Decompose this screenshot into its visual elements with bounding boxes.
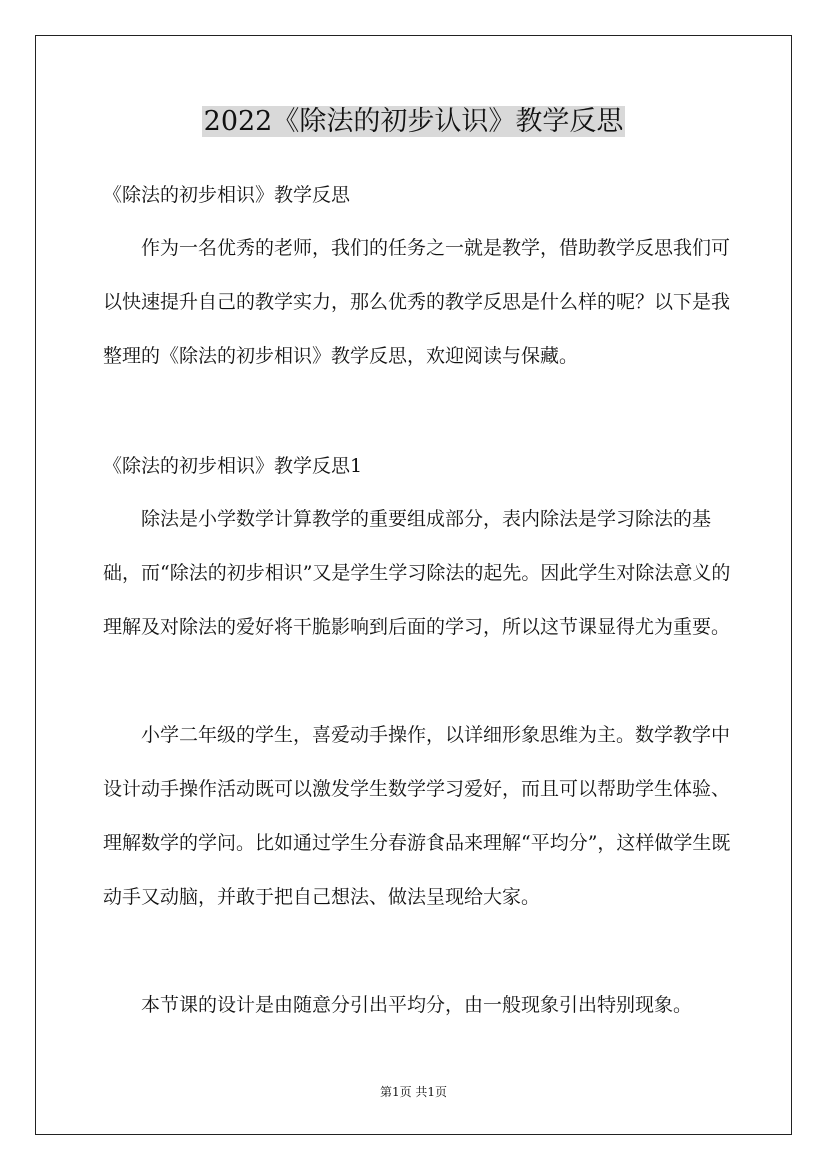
section-heading-1: 《除法的初步相识》教学反思1 [103, 455, 363, 477]
document-title [0, 100, 827, 144]
body-paragraph-3: 本节课的设计是由随意分引出平均分，由一般现象引出特别现象。 [141, 994, 693, 1016]
title-highlight: 2022《除法的初步认识》教学反思 [203, 106, 624, 137]
intro-paragraph: 作为一名优秀的老师，我们的任务之一就是教学，借助教学反思我们可以快速提升自己的教学实力，那么优秀的教学反思是什么样的呢？以下是我整理的《除法的初步相识》教学反思，欢迎阅读与保藏。 [103, 237, 731, 367]
body-paragraph-2: 小学二年级的学生，喜爱动手操作，以详细形象思维为主。数学教学中设计动手操作活动既可以激发学生数学学习爱好，而且可以帮助学生体验、理解数学的学问。比如通过学生分春游食品来理解“平均分”，这样做学生既动手又动脑，并敢于把自己想法、做法呈现给大家。 [103, 724, 731, 908]
page-footer: 第1页 共1页 [379, 1085, 448, 1099]
subtitle: 《除法的初步相识》教学反思 [103, 184, 351, 206]
body-paragraph-1: 除法是小学数学计算教学的重要组成部分，表内除法是学习除法的基础，而“除法的初步相识”又是学生学习除法的起先。因此学生对除法意义的理解及对除法的爱好将干脆影响到后面的学习，所以这节课显得尤为重要。 [103, 508, 731, 638]
